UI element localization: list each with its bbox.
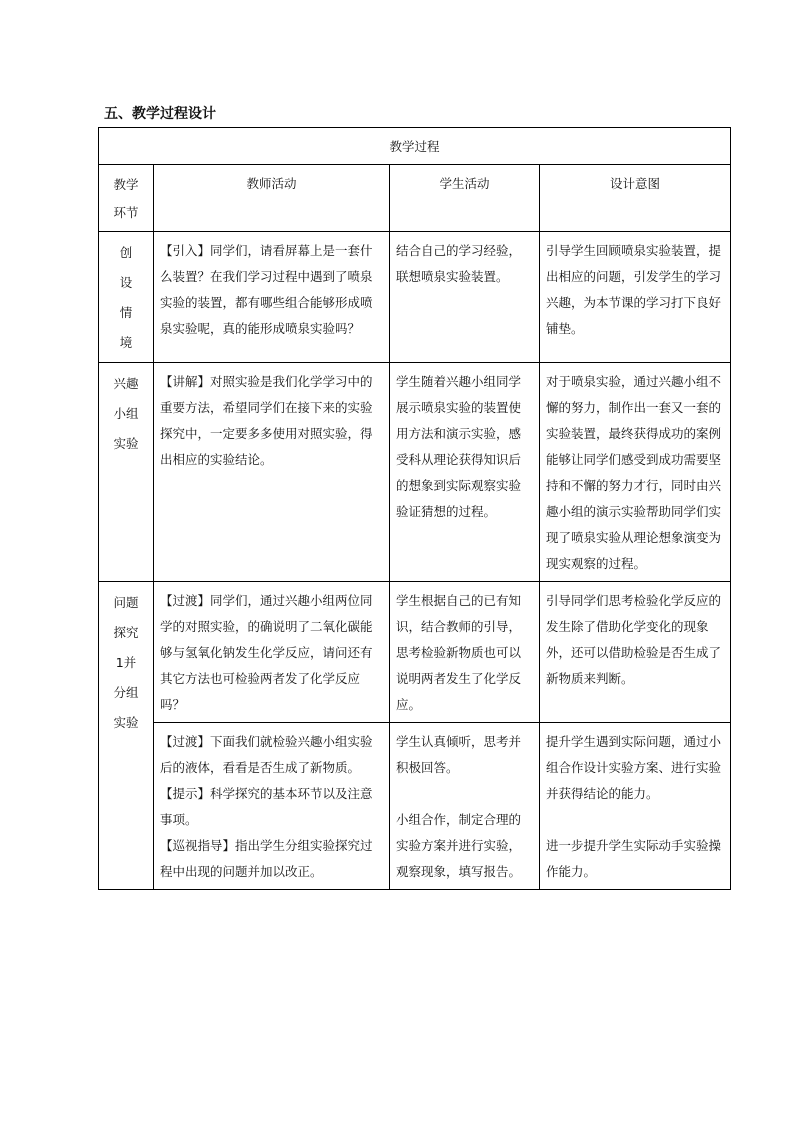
table-row <box>99 582 731 723</box>
intent-cell <box>540 363 731 582</box>
student-cell <box>390 582 540 723</box>
stage-cell <box>99 232 154 363</box>
header-student: 学生活动 <box>390 165 540 232</box>
teacher-activity-hint: 【提示】科学探究的基本环节以及注意事项。 <box>160 786 373 827</box>
design-intent-practice: 进一步提升学生实际动手实验操作能力。 <box>546 838 722 879</box>
teacher-activity: 【过渡】同学们，通过兴趣小组两位同学的对照实验，的确说明了二氧化碳能够与氢氧化钠发生化学反应，请问还有其它方法也可检验两者发了化学反应吗？ <box>160 593 373 712</box>
stage-label: 问题 探究 1并 分组 实验 <box>113 595 139 730</box>
student-cell <box>390 232 540 363</box>
stage-label: 创 设 情 境 <box>119 245 133 350</box>
design-intent: 引导学生回顾喷泉实验装置，提出相应的问题，引发学生的学习兴趣，为本节课的学习打下良好铺垫。 <box>546 243 722 336</box>
student-activity: 结合自己的学习经验，联想喷泉实验装置。 <box>396 243 522 284</box>
intent-cell <box>540 232 731 363</box>
teacher-cell <box>154 232 390 363</box>
student-cell <box>390 363 540 582</box>
teaching-process-table <box>98 127 731 890</box>
design-intent: 引导同学们思考检验化学反应的发生除了借助化学变化的现象外，还可以借助检验是否生成了新物质来判断。 <box>546 593 722 686</box>
student-activity-listen: 学生认真倾听，思考并积极回答。 <box>396 734 522 775</box>
student-activity: 学生根据自己的已有知识，结合教师的引导，思考检验新物质也可以说明两者发生了化学反应。 <box>396 593 522 712</box>
paragraph-gap <box>396 781 533 807</box>
design-intent-ability: 提升学生遇到实际问题，通过小组合作设计实验方案、进行实验并获得结论的能力。 <box>546 734 722 801</box>
intent-cell <box>540 582 731 723</box>
table-row <box>99 232 731 363</box>
teacher-activity-transition: 【过渡】下面我们就检验兴趣小组实验后的液体，看看是否生成了新物质。 <box>160 734 373 775</box>
teacher-cell <box>154 363 390 582</box>
student-cell <box>390 723 540 890</box>
teacher-activity-guidance: 【巡视指导】指出学生分组实验探究过程中出现的问题并加以改正。 <box>160 838 373 879</box>
table-row <box>99 723 731 890</box>
teacher-activity: 【讲解】对照实验是我们化学学习中的重要方法，希望同学们在接下来的实验探究中，一定要多多使用对照实验，得出相应的实验结论。 <box>160 374 373 467</box>
intent-cell <box>540 723 731 890</box>
design-intent: 对于喷泉实验，通过兴趣小组不懈的努力，制作出一套又一套的实验装置，最终获得成功的案例能够让同学们感受到成功需要坚持和不懈的努力才行，同时由兴趣小组的演示实验帮助同学们实现了喷泉实验从理论想象演变为现实观察的过程。 <box>546 374 722 571</box>
table-row <box>99 363 731 582</box>
student-activity-group: 小组合作，制定合理的实验方案并进行实验，观察现象，填写报告。 <box>396 812 522 879</box>
header-intent: 设计意图 <box>540 165 731 232</box>
header-stage-text: 教学 环节 <box>113 177 139 220</box>
table-caption: 教学过程 <box>99 128 731 165</box>
table-caption-row <box>99 128 731 165</box>
header-stage <box>99 165 154 232</box>
section-title: 五、教学过程设计 <box>104 106 216 122</box>
teacher-cell <box>154 582 390 723</box>
teacher-activity: 【引入】同学们，请看屏幕上是一套什么装置？在我们学习过程中遇到了喷泉实验的装置，都有哪些组合能够形成喷泉实验呢，真的能形成喷泉实验吗？ <box>160 243 373 336</box>
stage-cell <box>99 363 154 582</box>
table-header-row <box>99 165 731 232</box>
student-activity: 学生随着兴趣小组同学展示喷泉实验的装置使用方法和演示实验，感受科从理论获得知识后的想象到实际观察实验验证猜想的过程。 <box>396 374 522 519</box>
paragraph-gap <box>546 807 724 833</box>
stage-cell <box>99 582 154 890</box>
teacher-cell <box>154 723 390 890</box>
header-teacher: 教师活动 <box>154 165 390 232</box>
stage-label: 兴趣 小组 实验 <box>113 376 139 451</box>
